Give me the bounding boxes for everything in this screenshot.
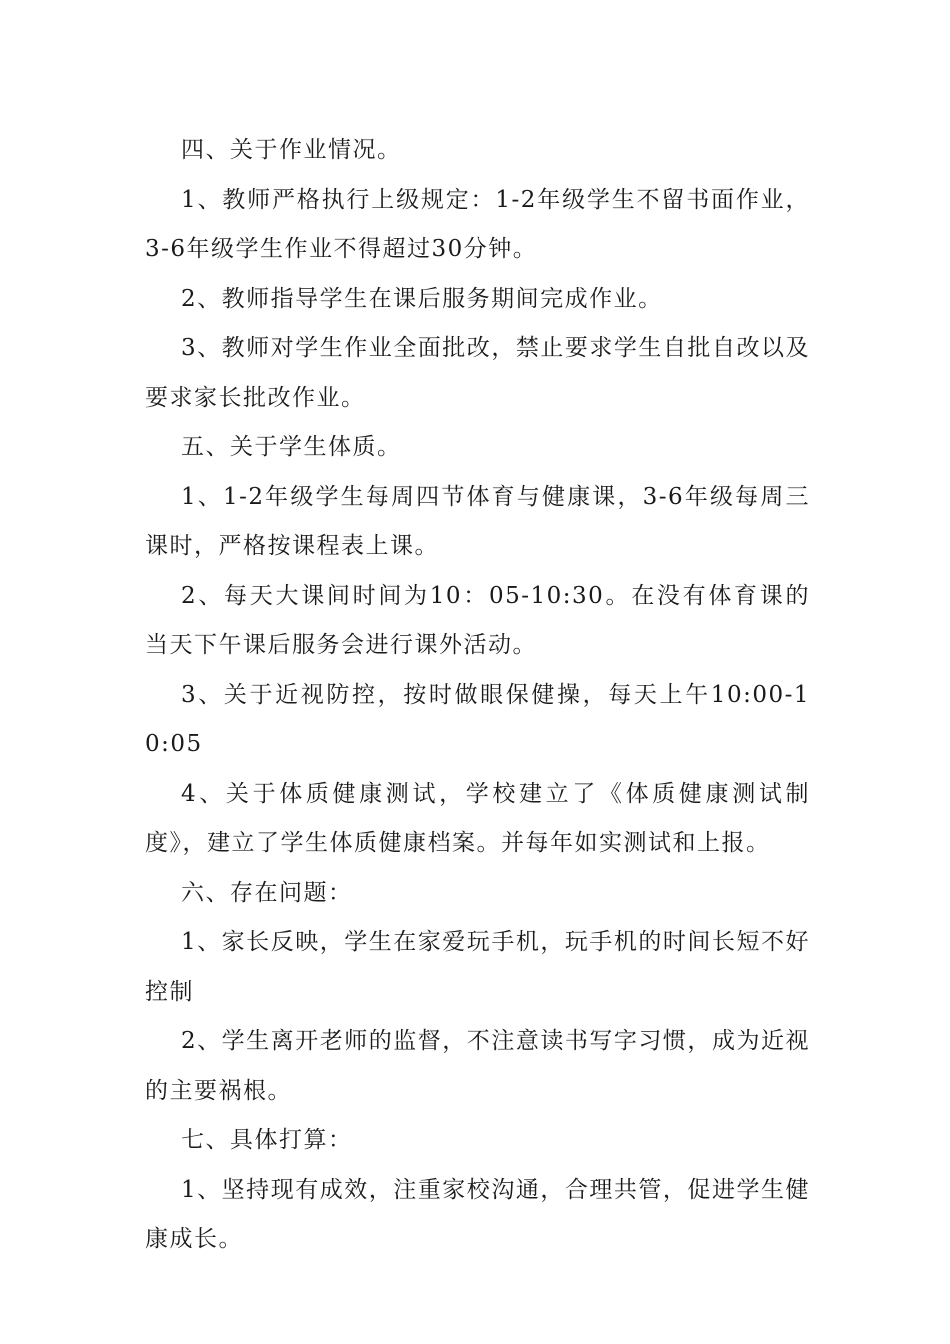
paragraph: 4、关于体质健康测试，学校建立了《体质健康测试制度》，建立了学生体质健康档案。并每年如实测试和上报。	[145, 780, 810, 856]
paragraph: 3、关于近视防控，按时做眼保健操，每天上午10:00-10:05	[145, 681, 810, 757]
paragraph: 1、教师严格执行上级规定：1-2年级学生不留书面作业，3-6年级学生作业不得超过30分钟。	[145, 186, 810, 262]
paragraph: 1、家长反映，学生在家爱玩手机，玩手机的时间长短不好控制	[145, 929, 810, 1005]
paragraph: 1、坚持现有成效，注重家校沟通，合理共管，促进学生健康成长。	[145, 1176, 810, 1252]
section-heading-physique: 五、关于学生体质。	[181, 434, 402, 460]
paragraph: 2、教师指导学生在课后服务期间完成作业。	[181, 285, 663, 312]
section-heading-homework: 四、关于作业情况。	[181, 137, 402, 163]
section-heading-problems: 六、存在问题：	[181, 879, 353, 906]
section-heading-plans: 七、具体打算：	[181, 1127, 353, 1153]
paragraph: 3、教师对学生作业全面批改，禁止要求学生自批自改以及要求家长批改作业。	[145, 335, 810, 411]
paragraph: 2、学生离开老师的监督，不注意读书写字习惯，成为近视的主要祸根。	[145, 1028, 810, 1104]
paragraph: 2、每天大课间时间为10：05-10:30。在没有体育课的当天下午课后服务会进行课外活动。	[145, 582, 810, 658]
paragraph: 1、1-2年级学生每周四节体育与健康课，3-6年级每周三课时，严格按课程表上课。	[145, 483, 810, 559]
document-body	[145, 126, 810, 1265]
